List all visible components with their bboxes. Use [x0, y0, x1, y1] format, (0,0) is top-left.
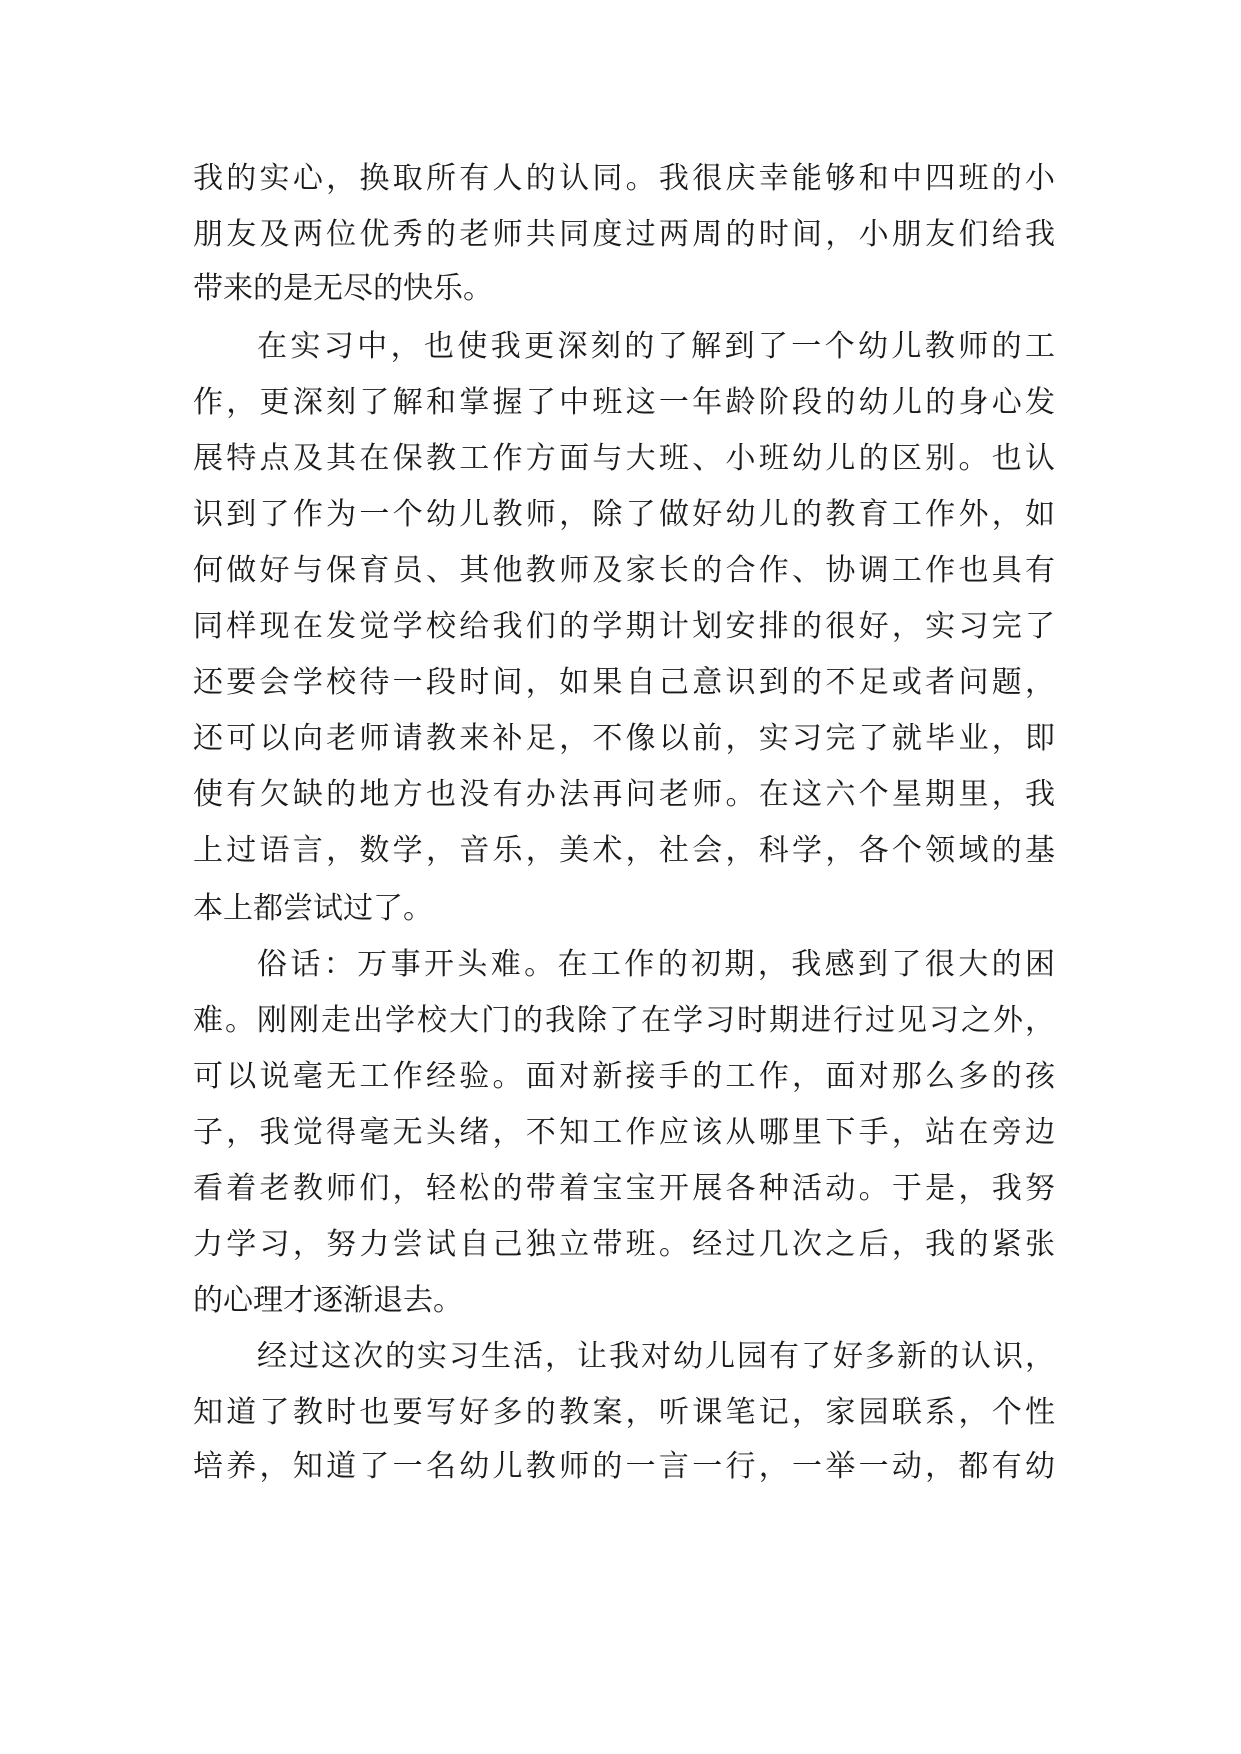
paragraph-2-line-6: 同样现在发觉学校给我们的学期计划安排的很好，实习完了 — [193, 609, 1055, 644]
paragraph-3-line-6: 力学习，努力尝试自己独立带班。经过几次之后，我的紧张 — [193, 1227, 1055, 1262]
paragraph-2-line-9: 使有欠缺的地方也没有办法再问老师。在这六个星期里，我 — [193, 777, 1055, 812]
paragraph-2-line-3: 展特点及其在保教工作方面与大班、小班幼儿的区别。也认 — [193, 441, 1055, 476]
paragraph-2-line-11: 本上都尝试过了。 — [193, 891, 433, 926]
paragraph-1-line-2: 朋友及两位优秀的老师共同度过两周的时间，小朋友们给我 — [193, 217, 1055, 252]
paragraph-2-line-2: 作，更深刻了解和掌握了中班这一年龄阶段的幼儿的身心发 — [193, 385, 1055, 420]
paragraph-2-line-7: 还要会学校待一段时间，如果自己意识到的不足或者问题， — [193, 665, 1055, 700]
paragraph-2-line-1: 在实习中，也使我更深刻的了解到了一个幼儿教师的工 — [257, 329, 1055, 364]
paragraph-3-line-4: 子，我觉得毫无头绪，不知工作应该从哪里下手，站在旁边 — [193, 1115, 1055, 1150]
paragraph-1-line-1: 我的实心，换取所有人的认同。我很庆幸能够和中四班的小 — [193, 161, 1055, 196]
paragraph-1-line-3: 带来的是无尽的快乐。 — [193, 271, 493, 306]
paragraph-3-line-3: 可以说毫无工作经验。面对新接手的工作，面对那么多的孩 — [193, 1059, 1055, 1094]
paragraph-3-line-1: 俗话：万事开头难。在工作的初期，我感到了很大的困 — [257, 947, 1055, 982]
paragraph-4-line-1: 经过这次的实习生活，让我对幼儿园有了好多新的认识， — [257, 1339, 1055, 1374]
paragraph-2-line-10: 上过语言，数学，音乐，美术，社会，科学，各个领域的基 — [193, 833, 1055, 868]
paragraph-3-line-2: 难。刚刚走出学校大门的我除了在学习时期进行过见习之外， — [193, 1003, 1055, 1038]
paragraph-3-line-5: 看着老教师们，轻松的带着宝宝开展各种活动。于是，我努 — [193, 1171, 1055, 1206]
paragraph-4-line-3: 培养，知道了一名幼儿教师的一言一行，一举一动，都有幼 — [193, 1449, 1055, 1484]
paragraph-2-line-4: 识到了作为一个幼儿教师，除了做好幼儿的教育工作外，如 — [193, 497, 1055, 532]
paragraph-4-line-2: 知道了教时也要写好多的教案，听课笔记，家园联系，个性 — [193, 1395, 1055, 1430]
paragraph-3-line-7: 的心理才逐渐退去。 — [193, 1283, 463, 1318]
paragraph-2-line-8: 还可以向老师请教来补足，不像以前，实习完了就毕业，即 — [193, 721, 1055, 756]
paragraph-2-line-5: 何做好与保育员、其他教师及家长的合作、协调工作也具有 — [193, 553, 1055, 588]
